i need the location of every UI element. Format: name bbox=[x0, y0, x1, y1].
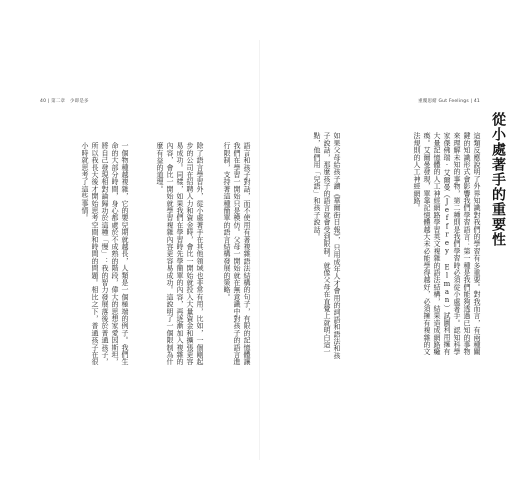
left-paragraph-1: 語言和孩子對話，而不使用有著複雜語法結構的句子，有限的記憶體讓我們在學習一開始只是模仿。父母一開始就在無意識中對孩子的語言進行限制，支持著這種簡單的語言結構發展的策略。 bbox=[223, 142, 251, 366]
section-title: 從小處著手的重要性 bbox=[490, 112, 506, 247]
right-paragraph-1: 這類反應說明了外界知識對我們的學習有多重要。對我而言，有兩種關鍵的知識形式會影響我們學習語言：第一種是我們能夠透過已知的事物來理解未知的事物，第二種則是我們學習時必須從小處著手。認知科學家傑佛瑞·艾爾曼（Jeffrey Elman）試圖利用擁有大量記憶體的人工神經網路學習英文複雜的語法結構，結果造成網路癱瘓。艾爾曼發現，單靠記憶體越大未必能學得越好，必須擁有複雜的文法規則的人工神經網路。 bbox=[413, 132, 481, 356]
left-header-separator: | bbox=[47, 99, 50, 104]
right-paragraph-2: 如果父母給孩子讀《華爾街日報》，只用成年人才會用的詞語和語法和孩子說話，那麼孩子的語言就會受到限制。就像父母在直覺上就明白這一點，他們用「兒語」和孩子說話。 bbox=[313, 132, 341, 359]
left-paragraph-2: 除了語言學習外，從小處著手在其他領域也非常有用，比如，一個剛起步的公司在招聘人力和資金時，會比一開始就投入大量資金和擴張更容易成功。同樣，如果我們在學習時先學簡單的內容，再逐漸加入複雜的內容，會比一開始就學習複雜內容更容易成功。這說明了一個限制為什麼有益的道理。 bbox=[156, 142, 204, 366]
right-running-header bbox=[418, 98, 480, 104]
chapter-title: 第二章 少即是多 bbox=[51, 99, 89, 104]
left-running-header bbox=[40, 98, 89, 104]
book-title: 重覆思緒 Gut Feelings bbox=[418, 99, 469, 104]
right-page-number: 41 bbox=[473, 99, 480, 104]
right-header-separator: | bbox=[470, 99, 473, 104]
right-page bbox=[260, 0, 520, 500]
left-page-number: 40 bbox=[40, 99, 47, 104]
left-paragraph-3: 一個物種越複雜，它的嬰兒期就越長，人類是一個極端的例子。我們生命的大部分時間，身心都處於不成熟的階段，偉大的思想家愛因斯坦，將自己發現相對論歸功於這種「慢」：我的智力發展落後於普通孩子，所以我長大後才開始思考空間和時間的問題。相比之下，普通孩子在很小時就思考了這些事情。 bbox=[81, 142, 129, 366]
